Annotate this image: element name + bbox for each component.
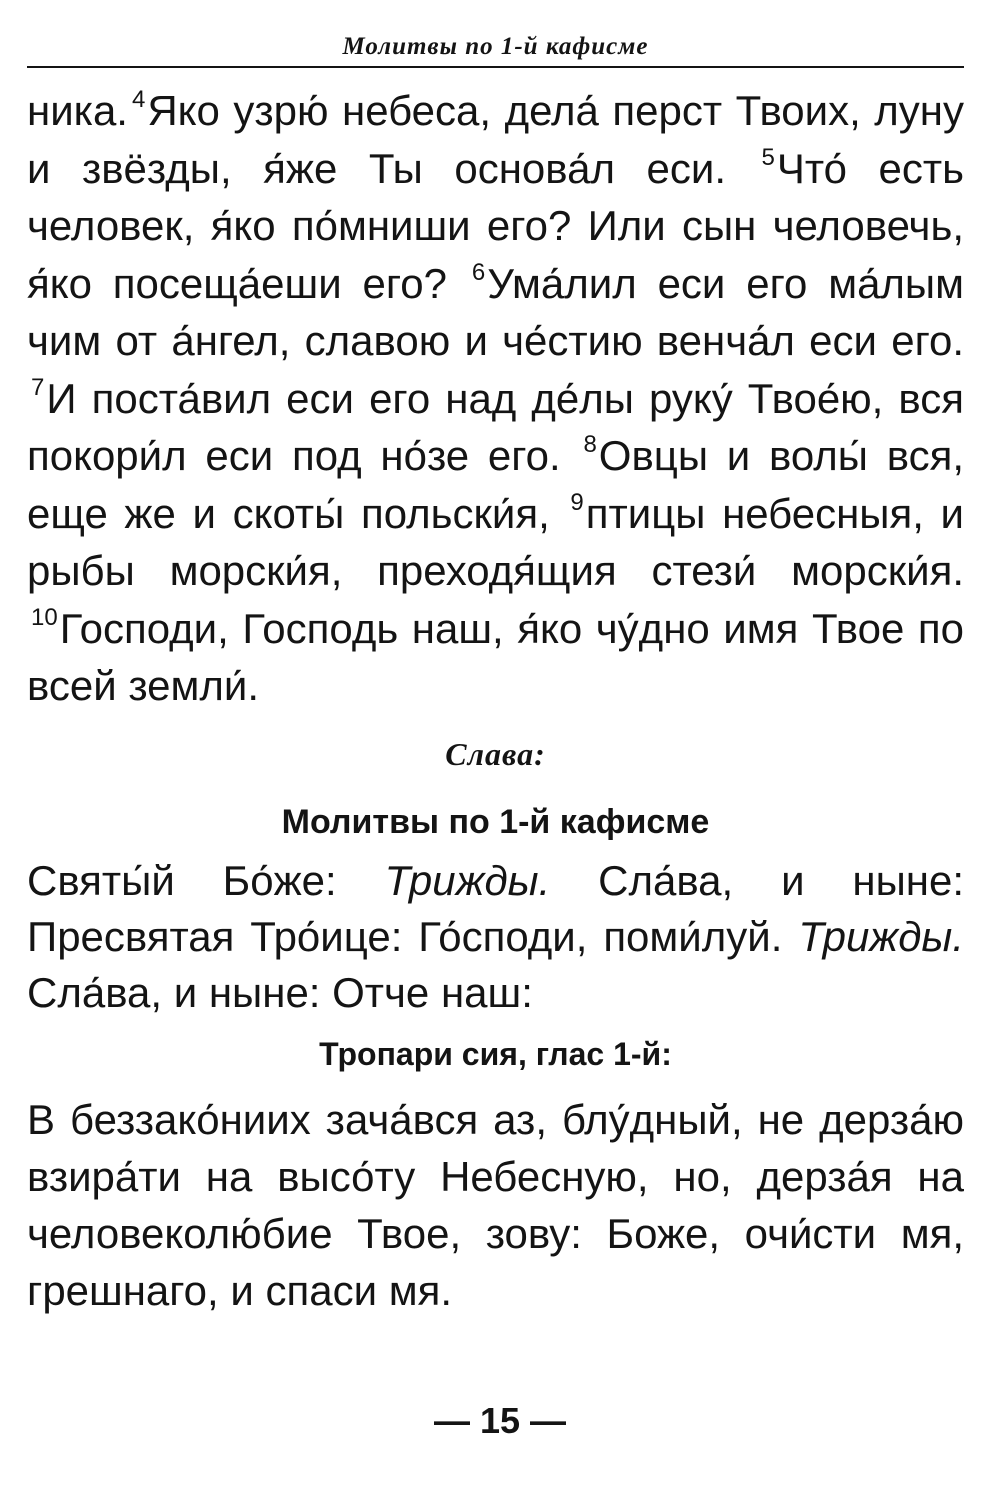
header-rule [27, 66, 964, 68]
verse-text: Яко узрю́ небеса, дела́ перст Твоих, луну и звёзды, я́же Ты основа́л еси. [27, 87, 964, 192]
verse-text: Господи, Господь наш, я́ко чу́дно имя Твое по всей земли́. [27, 604, 964, 709]
rubric: Трижды. [798, 912, 964, 960]
prayer-text: Святы́й Бо́же: [27, 856, 337, 904]
running-header: Молитвы по 1-й кафисме [342, 33, 649, 60]
verse-number: 6 [471, 258, 486, 286]
psalm-lead: ника. [27, 87, 128, 134]
verse-number: 4 [131, 86, 146, 113]
verse-text: Что́ есть человек, я́ко по́мниши его? Или сын человечь, я́ко посеща́еши его? [27, 144, 965, 307]
prayer-text: Сла́ва, и ныне: Отче наш: [27, 968, 533, 1016]
verse-text: И поста́вил еси его над де́лы руку́ Твое́ю, вся покори́л еси под но́зе его. [27, 374, 964, 479]
troparia-heading: Тропари сия, глас 1-й: [319, 1035, 672, 1072]
verse-text: Овцы и волы́ вся, еще же и скоты́ польски́я, [27, 432, 964, 537]
page-number: — 15 — [433, 1400, 567, 1441]
verse-text: птицы небесныя, и рыбы морски́я, преходя́щия стези́ морски́я. [27, 489, 964, 594]
rubric: Трижды. [384, 856, 551, 904]
verse-number: 5 [761, 143, 775, 171]
verse-number: 7 [31, 373, 45, 401]
prayers-paragraph [27, 853, 964, 1021]
prayer-text: Сла́ва, и ныне: Пресвятая Тро́ице: Го́споди, поми́луй. [27, 856, 965, 960]
verse-number: 9 [570, 488, 584, 516]
verse-text: Ума́лил еси его ма́лым чим от а́нгел, славою и че́стию венча́л еси его. [27, 259, 964, 364]
troparion-text: В беззако́ниих зача́вся аз, блу́дный, не дерза́ю взира́ти на высо́ту Небесную, но, дерза́я на человеколю́бие Твое, зову: Боже, очи́сти мя, грешнаго, и спаси мя. [27, 1095, 964, 1314]
psalm-text [27, 82, 964, 715]
section-title: Молитвы по 1-й кафисме [281, 802, 710, 841]
verse-number: 8 [583, 431, 597, 458]
slava-label: Слава: [445, 735, 546, 772]
verse-number: 10 [31, 603, 58, 631]
